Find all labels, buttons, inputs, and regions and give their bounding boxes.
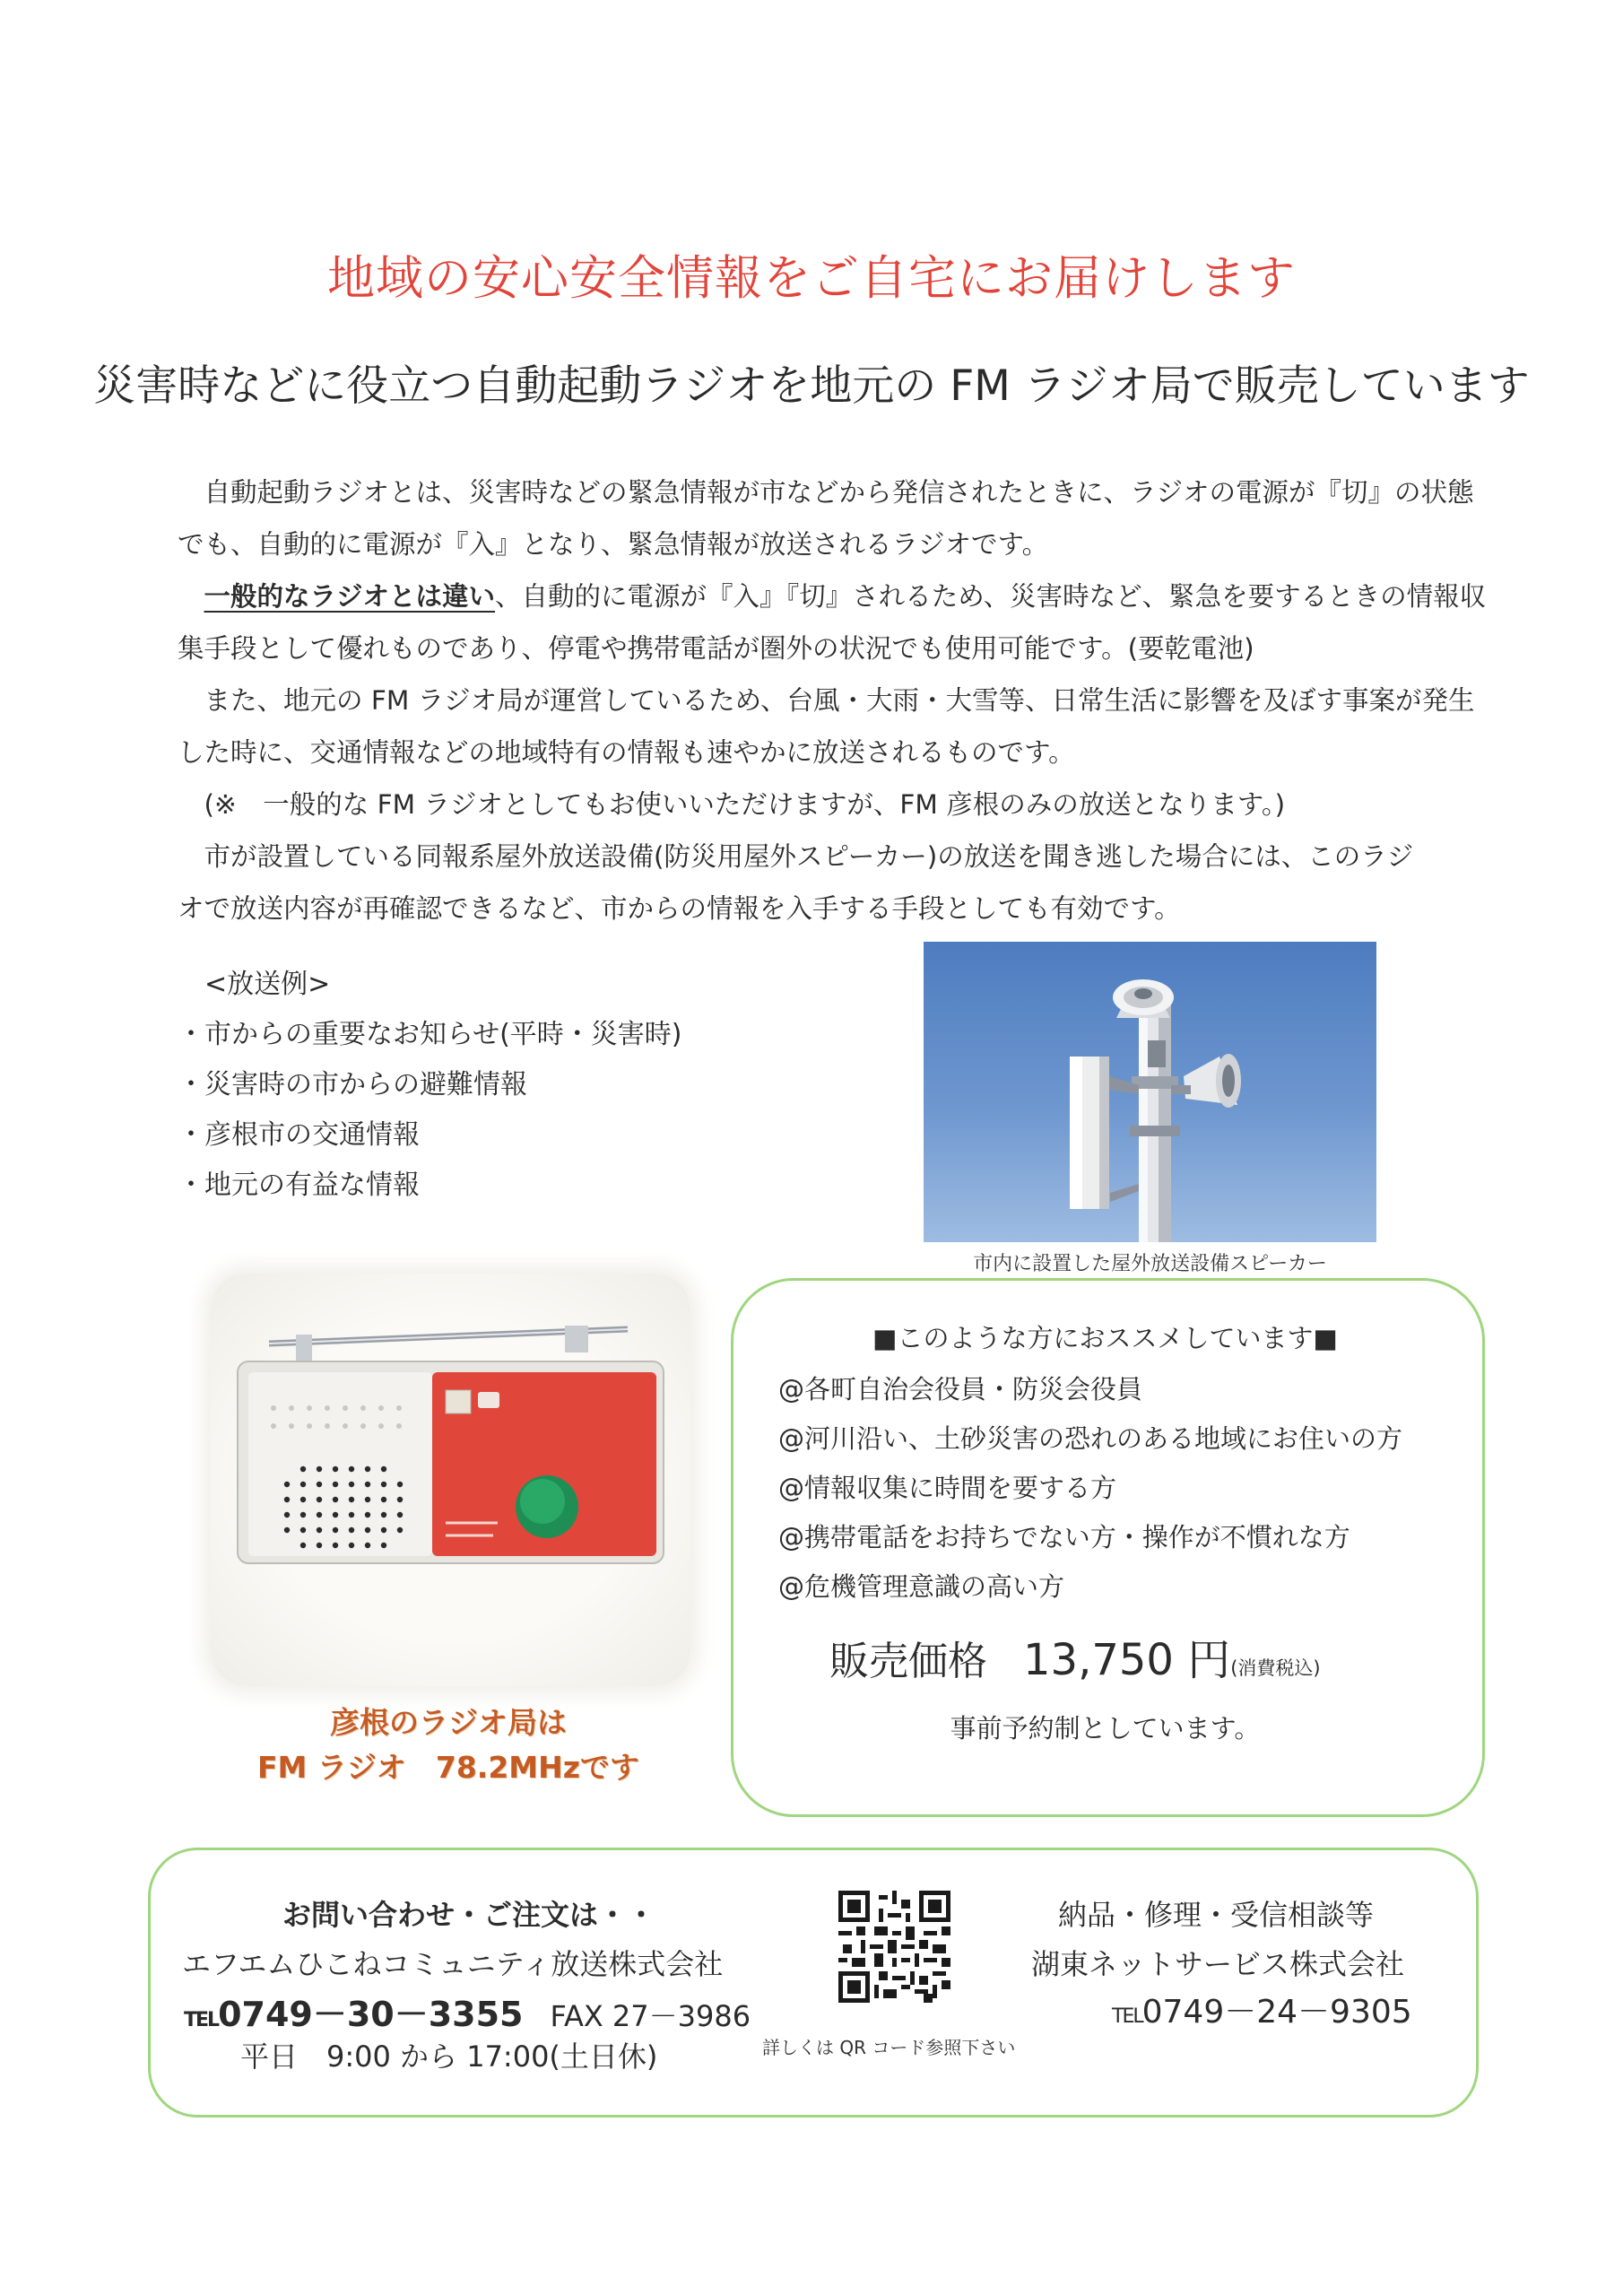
broadcast-item: ・彦根市の交通情報 — [178, 1119, 420, 1151]
body-p2-line1-rest: 、自動的に電源が『入』『切』されるため、災害時など、緊急を要するときの情報収 — [495, 581, 1487, 612]
body-text — [178, 466, 1523, 935]
page-title: 地域の安心安全情報をご自宅にお届けします — [327, 251, 1296, 306]
qr-code[interactable] — [838, 1891, 950, 2003]
service-company: 湖東ネットサービス株式会社 — [1031, 1947, 1405, 1981]
contact-tel[interactable]: 0749－30－3355 — [218, 1995, 524, 2034]
photo-caption: 市内に設置した屋外放送設備スピーカー — [973, 1253, 1327, 1275]
body-p4-line1: 市が設置している同報系屋外放送設備(防災用屋外スピーカー)の放送を聞き逃した場合には、このラジ — [204, 841, 1414, 872]
service-tel-row — [1112, 1987, 1412, 2032]
body-p3-line1: また、地元の FM ラジオ局が運営しているため、台風・大雨・大雪等、日常生活に影響を及ぼす事案が発生 — [204, 685, 1475, 716]
broadcast-item: ・市からの重要なお知らせ(平時・災害時) — [178, 1019, 682, 1050]
contact-heading: お問い合わせ・ご注文は・・ — [282, 1898, 656, 1932]
contact-hours: 平日 9:00 から 17:00(土日休) — [240, 2039, 658, 2074]
body-p1-line1: 自動起動ラジオとは、災害時などの緊急情報が市などから発信されたときに、ラジオの電源が『切』の状態 — [204, 477, 1474, 508]
price-label: 販売価格 — [829, 1639, 987, 1684]
body-p1-line2: でも、自動的に電源が『入』となり、緊急情報が放送されるラジオです。 — [178, 529, 1049, 560]
broadcast-item: ・地元の有益な情報 — [178, 1170, 420, 1201]
radio-illustration — [211, 1274, 690, 1686]
body-p3-line2: した時に、交通情報などの地域特有の情報も速やかに放送されるものです。 — [178, 737, 1075, 768]
service-heading: 納品・修理・受信相談等 — [1058, 1898, 1375, 1932]
recommend-item: @河川沿い、土砂災害の恐れのある地域にお住いの方 — [778, 1423, 1403, 1454]
body-note: (※ 一般的な FM ラジオとしてもお使いいただけますが、FM 彦根のみの放送となります。) — [204, 789, 1286, 820]
broadcast-examples — [178, 960, 682, 1211]
recommend-item: @情報収集に時間を要する方 — [778, 1473, 1117, 1503]
price-value: 13,750 円 — [1023, 1635, 1231, 1685]
broadcast-item: ・災害時の市からの避難情報 — [178, 1069, 527, 1100]
recommend-list — [778, 1365, 1402, 1612]
price — [829, 1625, 1321, 1687]
broadcast-heading: <放送例> — [204, 969, 331, 1000]
radio-caption-line2: FM ラジオ 78.2MHzです — [257, 1750, 639, 1785]
body-p2-line1 — [178, 570, 1523, 622]
contact-company: エフエムひこねコミュニティ放送株式会社 — [182, 1947, 724, 1981]
body-p4-line2: オで放送内容が再確認できるなど、市からの情報を入手する手段としても有効です。 — [178, 893, 1181, 924]
recommend-item: @危機管理意識の高い方 — [778, 1571, 1065, 1602]
tel-label: TEL — [184, 2009, 219, 2031]
recommend-item: @携帯電話をお持ちでない方・操作が不慣れな方 — [778, 1522, 1350, 1552]
radio-caption-line1: 彦根のラジオ局は — [330, 1705, 567, 1740]
qr-code-icon — [838, 1891, 950, 2003]
contact-fax: FAX 27－3986 — [550, 1999, 751, 2033]
price-tax: (消費税込) — [1230, 1657, 1321, 1679]
reservation-note: 事前予約制としています。 — [950, 1713, 1261, 1744]
service-tel-label: TEL — [1112, 2005, 1142, 2028]
radio-photo — [211, 1274, 690, 1686]
speaker-photo — [924, 942, 1376, 1242]
qr-caption: 詳しくは QR コード参照下さい — [762, 2037, 1016, 2058]
body-p2-underline: 一般的なラジオとは違い — [204, 581, 496, 612]
service-tel[interactable]: 0749－24－9305 — [1141, 1994, 1412, 2031]
contact-tel-row — [184, 1987, 751, 2036]
page-subtitle: 災害時などに役立つ自動起動ラジオを地元の FM ラジオ局で販売しています — [93, 361, 1530, 411]
recommend-heading: ■このような方におススメしています■ — [872, 1323, 1338, 1353]
speaker-pole-illustration — [924, 942, 1376, 1242]
body-p2-line2: 集手段として優れものであり、停電や携帯電話が圏外の状況でも使用可能です。(要乾電池) — [178, 633, 1254, 664]
recommend-item: @各町自治会役員・防災会役員 — [778, 1374, 1143, 1405]
